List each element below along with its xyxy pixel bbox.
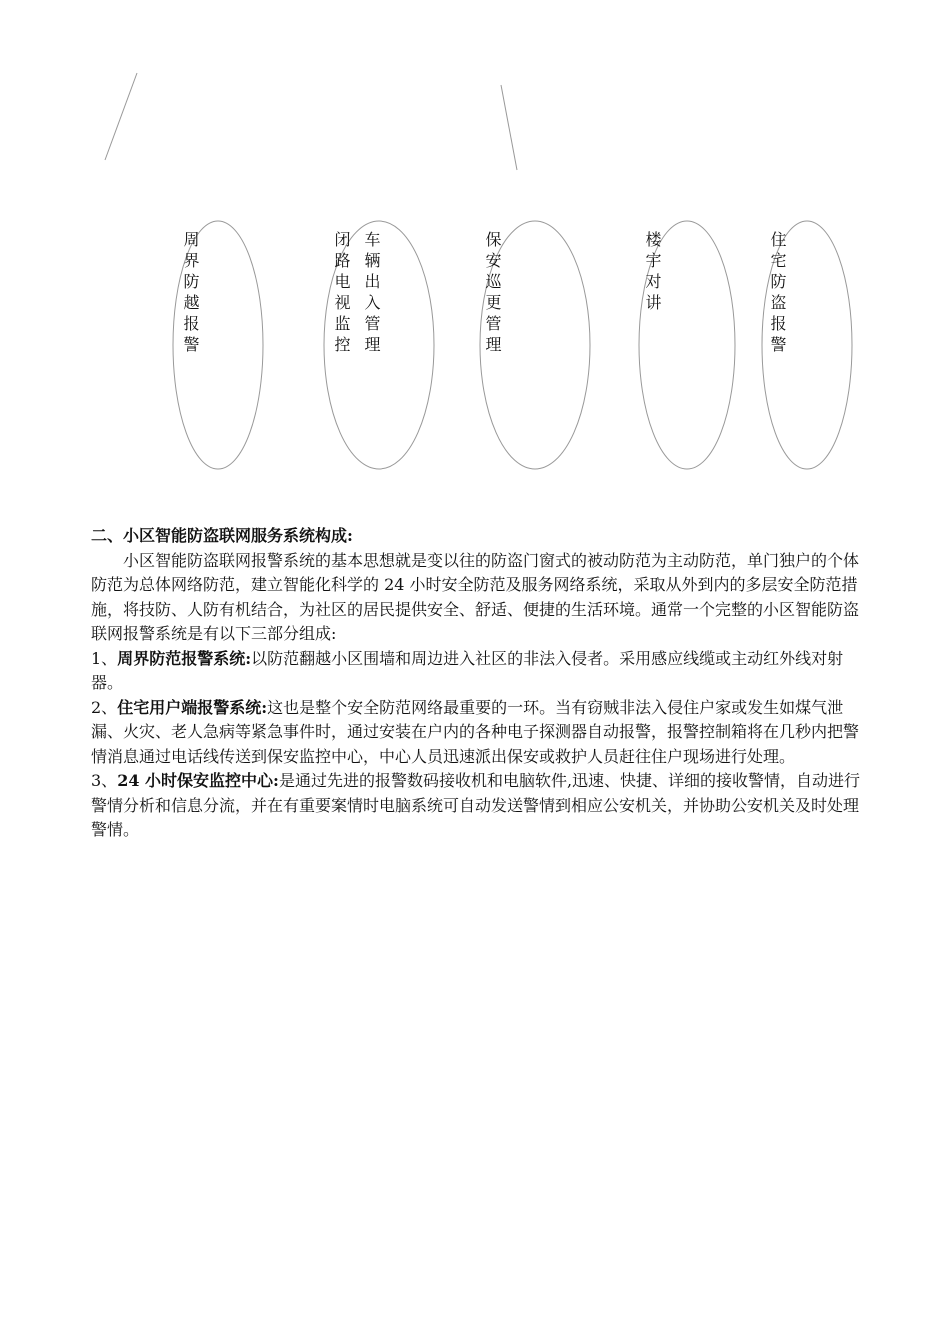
intro-paragraph: 小区智能防盗联网报警系统的基本思想就是变以往的防盗门窗式的被动防范为主动防范，单门独户的个体防范为总体网络防范，建立智能化科学的 24 小时安全防范及服务网络系统，采取从外到内的多层安全防范措施，将技防、人防有机结合，为社区的居民提供安全、舒适、便捷的生活环境。通常一个完整的小区智能防盗联网报警系统是有以下三部分组成: (91, 550, 860, 643)
section-heading: 二、小区智能防盗联网服务系统构成: (91, 526, 353, 545)
list-item (91, 769, 871, 843)
item-number: 3、 (91, 771, 118, 790)
node-label-home: 住宅防盗报警 (768, 231, 787, 357)
connector-line-left (105, 73, 137, 160)
item-title: 住宅用户端报警系统: (117, 697, 268, 717)
item-text: 是通过先进的报警数码接收机和电脑软件,迅速、快捷、详细的接收警情，自动进行警情分析和信息分流，并在有重要案情时电脑系统可自动发送警情到相应公安机关，并协助公安机关及时处理警情。 (91, 771, 861, 839)
node-label-patrol: 保安巡更管理 (483, 231, 502, 357)
item-number: 2、 (91, 697, 118, 717)
node-label-cctv: 闭路电视监控 (332, 231, 351, 357)
item-title: 24 小时保安监控中心: (117, 771, 279, 790)
list-item (91, 696, 871, 770)
node-label-intercom: 楼宇对讲 (643, 231, 662, 315)
list-item (91, 647, 871, 696)
item-text: 以防范翻越小区围墙和周边进入社区的非法入侵者。采用感应线缆或主动红外线对射器。 (91, 648, 844, 692)
section-body (91, 524, 871, 843)
item-title: 周界防范报警系统: (117, 648, 252, 668)
connector-line-right (501, 85, 517, 170)
security-system-diagram (0, 0, 950, 500)
node-label-vehicle: 车辆出入管理 (362, 231, 381, 357)
item-text: 这也是整个安全防范网络最重要的一环。当有窃贼非法入侵住户家或发生如煤气泄漏、火灾、老人急病等紧急事件时，通过安装在户内的各种电子探测器自动报警，报警控制箱将在几秒内把警情消息通过电话线传送到保安监控中心，中心人员迅速派出保安或救护人员赶往住户现场进行处理。 (91, 697, 860, 766)
node-label-perimeter: 周界防越报警 (181, 231, 200, 357)
diagram-shapes (0, 0, 950, 500)
item-number: 1、 (91, 648, 118, 668)
